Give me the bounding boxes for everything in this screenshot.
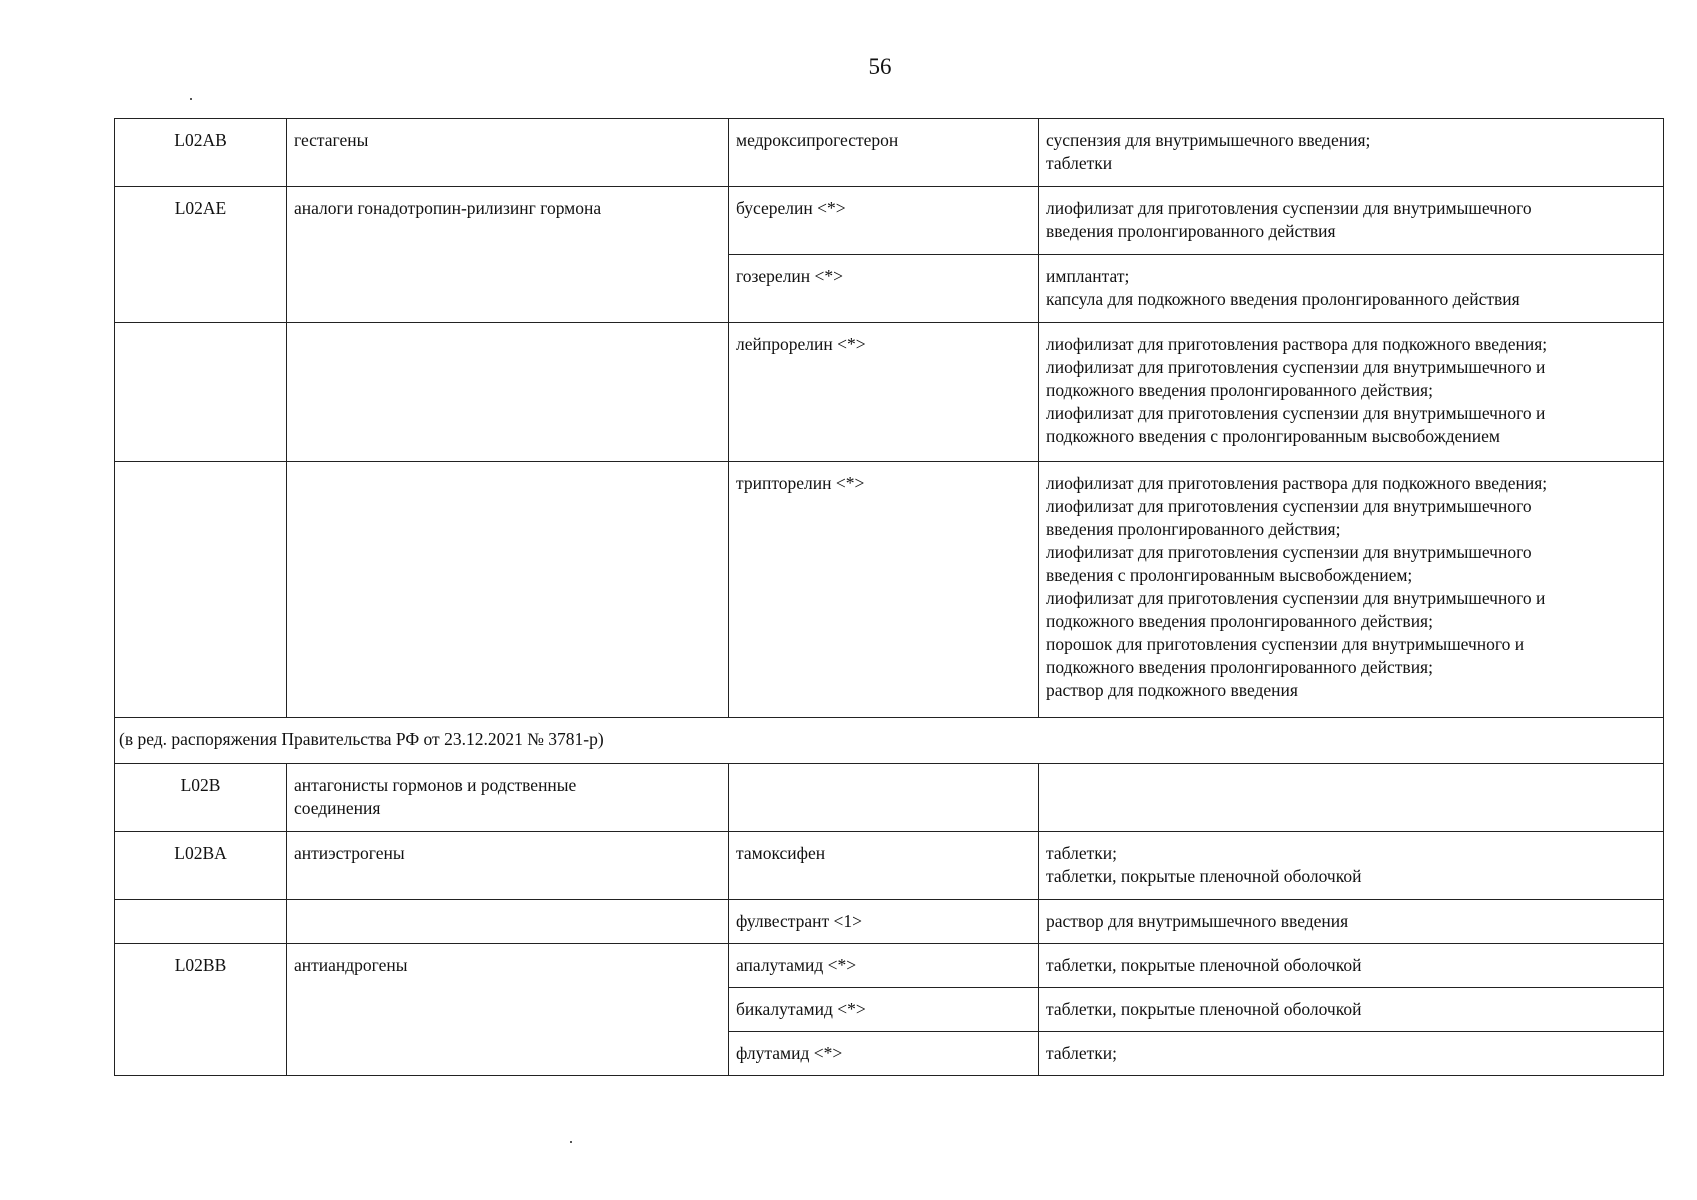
atc-code-cell: L02AE: [115, 187, 287, 323]
drug-cell: трипторелин <*>: [729, 462, 1039, 718]
atc-code-cell: L02AB: [115, 119, 287, 187]
scan-speck: [570, 1141, 572, 1143]
dosage-form-cell: раствор для внутримышечного введения: [1039, 900, 1664, 944]
table-row: [115, 832, 1664, 900]
table-row: [115, 764, 1664, 832]
drug-cell: бикалутамид <*>: [729, 988, 1039, 1032]
drug-cell: тамоксифен: [729, 832, 1039, 900]
page-number: 56: [868, 54, 892, 79]
dosage-form-cell: суспензия для внутримышечного введения; таблетки: [1039, 119, 1664, 187]
table-row: [115, 323, 1664, 462]
drug-cell: апалутамид <*>: [729, 944, 1039, 988]
atc-code-cell: [115, 323, 287, 462]
drug-cell: лейпрорелин <*>: [729, 323, 1039, 462]
atc-code-cell: L02BA: [115, 832, 287, 900]
dosage-form-cell: таблетки;: [1039, 1032, 1664, 1076]
group-cell: [287, 900, 729, 944]
atc-code-cell: L02BB: [115, 944, 287, 1076]
table-row: [115, 900, 1664, 944]
dosage-form-cell: [1039, 764, 1664, 832]
table-row: [115, 944, 1664, 988]
dosage-form-cell: таблетки; таблетки, покрытые пленочной оболочкой: [1039, 832, 1664, 900]
group-cell: гестагены: [287, 119, 729, 187]
table-row: [115, 462, 1664, 718]
table-row: [115, 718, 1664, 764]
scan-speck: [190, 98, 192, 100]
group-cell: аналоги гонадотропин-рилизинг гормона: [287, 187, 729, 323]
atc-code-cell: [115, 900, 287, 944]
group-cell: антиандрогены: [287, 944, 729, 1076]
dosage-form-cell: лиофилизат для приготовления раствора для подкожного введения; лиофилизат для приготовления суспензии для внутримышечного и подкожного введения пролонгированного действия; лиофилизат для приготовления суспензии для внутримышечного и подкожного введения с пролонгированным высвобождением: [1039, 323, 1664, 462]
dosage-form-cell: таблетки, покрытые пленочной оболочкой: [1039, 944, 1664, 988]
dosage-form-cell: лиофилизат для приготовления суспензии для внутримышечного введения пролонгированного действия: [1039, 187, 1664, 255]
group-cell: антагонисты гормонов и родственные соединения: [287, 764, 729, 832]
atc-code-cell: L02B: [115, 764, 287, 832]
dosage-form-cell: таблетки, покрытые пленочной оболочкой: [1039, 988, 1664, 1032]
table-row: [115, 187, 1664, 255]
dosage-form-cell: лиофилизат для приготовления раствора для подкожного введения; лиофилизат для приготовления суспензии для внутримышечного введения пролонгированного действия; лиофилизат для приготовления суспензии для внутримышечного введения с пролонгированным высвобождением; лиофилизат для приготовления суспензии для внутримышечного и подкожного введения пролонгированного действия; порошок для приготовления суспензии для внутримышечного и подкожного введения пролонгированного действия; раствор для подкожного введения: [1039, 462, 1664, 718]
group-cell: [287, 462, 729, 718]
drug-table: [114, 118, 1664, 1076]
drug-cell: медроксипрогестерон: [729, 119, 1039, 187]
drug-cell: гозерелин <*>: [729, 255, 1039, 323]
dosage-form-cell: имплантат; капсула для подкожного введения пролонгированного действия: [1039, 255, 1664, 323]
drug-cell: флутамид <*>: [729, 1032, 1039, 1076]
group-cell: антиэстрогены: [287, 832, 729, 900]
amendment-note: (в ред. распоряжения Правительства РФ от 23.12.2021 № 3781-р): [115, 718, 1664, 764]
drug-cell: бусерелин <*>: [729, 187, 1039, 255]
group-cell: [287, 323, 729, 462]
drug-cell: фулвестрант <1>: [729, 900, 1039, 944]
table-row: [115, 119, 1664, 187]
drug-cell: [729, 764, 1039, 832]
atc-code-cell: [115, 462, 287, 718]
